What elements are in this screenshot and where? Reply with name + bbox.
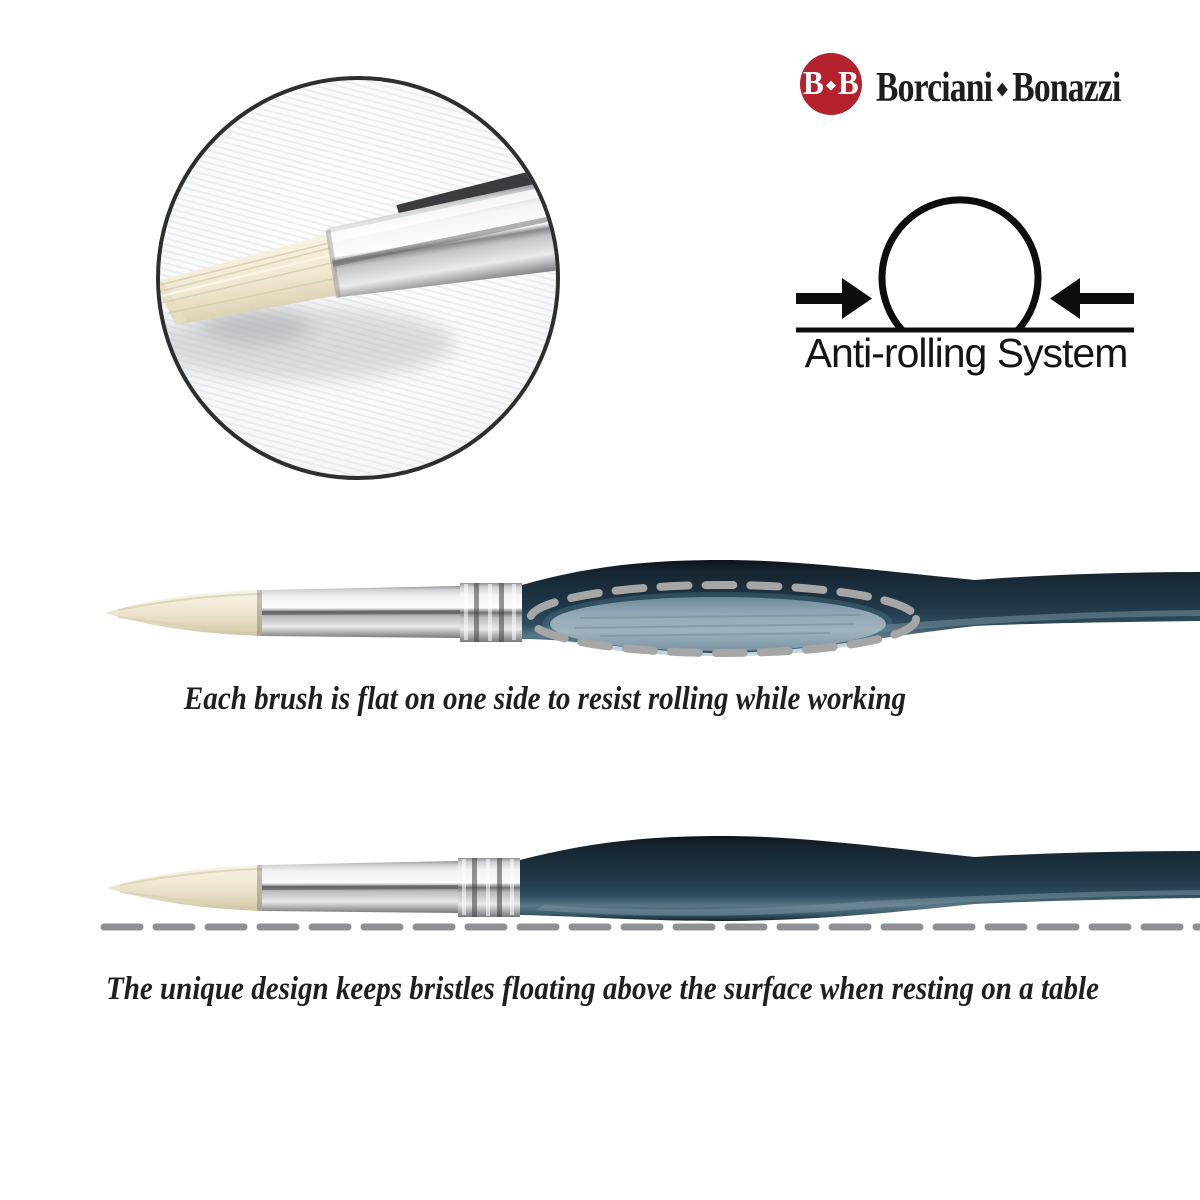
wordmark-diamond-icon: ◆ xyxy=(996,79,1008,98)
anti-rolling-label: Anti-rolling System xyxy=(804,330,1128,376)
logo-right-initial: B xyxy=(837,65,859,102)
caption-floating: The unique design keeps bristles floating above the surface when resting on a table xyxy=(105,971,1100,1007)
anti-rolling-diagram xyxy=(788,192,1142,342)
wordmark-first: Borciani xyxy=(876,65,993,111)
logo-diamond-icon: ◆ xyxy=(826,76,836,92)
wordmark-second: Bonazzi xyxy=(1012,65,1121,111)
logo-left-initial: B xyxy=(803,65,825,102)
anti-rolling-ball-icon xyxy=(882,200,1038,330)
right-arrow-icon xyxy=(1050,278,1134,319)
brand-wordmark xyxy=(876,67,1121,117)
bb-logo-badge xyxy=(800,53,862,115)
caption-flat-side: Each brush is flat on one side to resist rolling while working xyxy=(183,681,907,717)
inset-photo-flat-brush-closeup xyxy=(155,73,561,483)
left-arrow-icon xyxy=(796,278,872,319)
